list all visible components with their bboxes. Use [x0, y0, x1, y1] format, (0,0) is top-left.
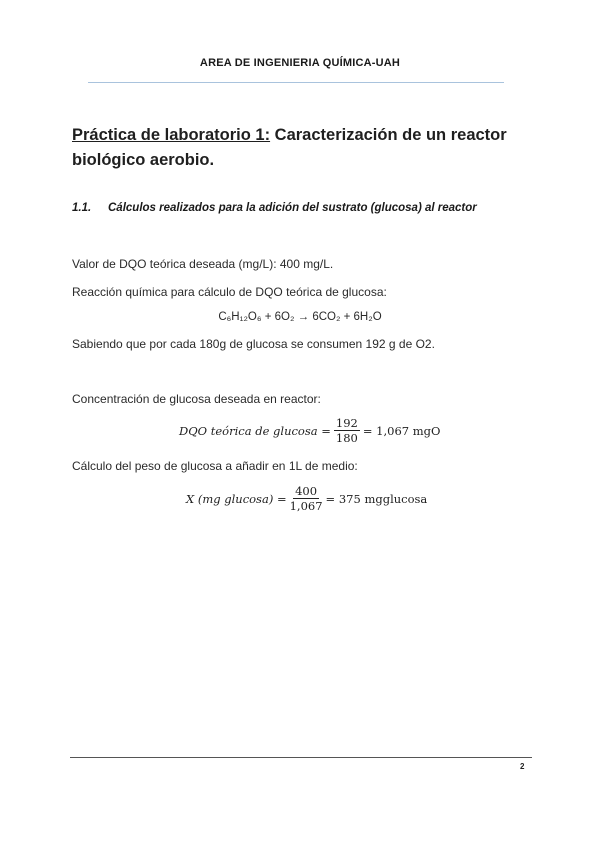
header-divider [88, 82, 504, 83]
eq2-lhs: X (mg glucosa) = [186, 492, 287, 506]
paragraph-glucose-concentration: Concentración de glucosa deseada en reactor: [72, 392, 321, 406]
title-rest: Caracterización de un reactor biológico aerobio. [72, 126, 507, 169]
equation-dqo [179, 416, 440, 446]
eq1-denominator: 180 [335, 431, 358, 445]
equation-glucose-mass [186, 484, 427, 514]
paragraph-oxygen-ratio: Sabiendo que por cada 180g de glucosa se consumen 192 g de O2. [72, 337, 435, 351]
section-text: Cálculos realizados para la adición del sustrato (glucosa) al reactor [108, 202, 477, 214]
section-heading [72, 202, 477, 214]
eq1-numerator: 192 [335, 416, 358, 430]
page-number: 2 [520, 762, 525, 771]
eq2-numerator: 400 [295, 484, 318, 498]
eq2-denominator: 1,067 [289, 499, 323, 513]
paragraph-reaction-intro: Reacción química para cálculo de DQO teórica de glucosa: [72, 285, 387, 299]
paragraph-glucose-weight: Cálculo del peso de glucosa a añadir en 1L de medio: [72, 459, 358, 473]
eq1-rhs: = 1,067 mgO [362, 424, 441, 438]
section-number: 1.1. [72, 202, 92, 214]
page-header: AREA DE INGENIERIA QUÍMICA-UAH [199, 57, 401, 69]
chemical-reaction: C₆H₁₂O₆ + 6O₂ → 6CO₂ + 6H₂O [218, 311, 382, 323]
title-underlined: Práctica de laboratorio 1: [72, 126, 271, 144]
eq1-lhs: DQO teórica de glucosa = [179, 424, 331, 438]
document-title [72, 123, 532, 173]
eq2-rhs: = 375 mgglucosa [325, 492, 428, 506]
paragraph-dqo-value: Valor de DQO teórica deseada (mg/L): 400 mg/L. [72, 257, 334, 271]
eq1-fraction [334, 416, 360, 446]
eq2-fraction [290, 484, 323, 514]
footer-divider [70, 757, 532, 758]
